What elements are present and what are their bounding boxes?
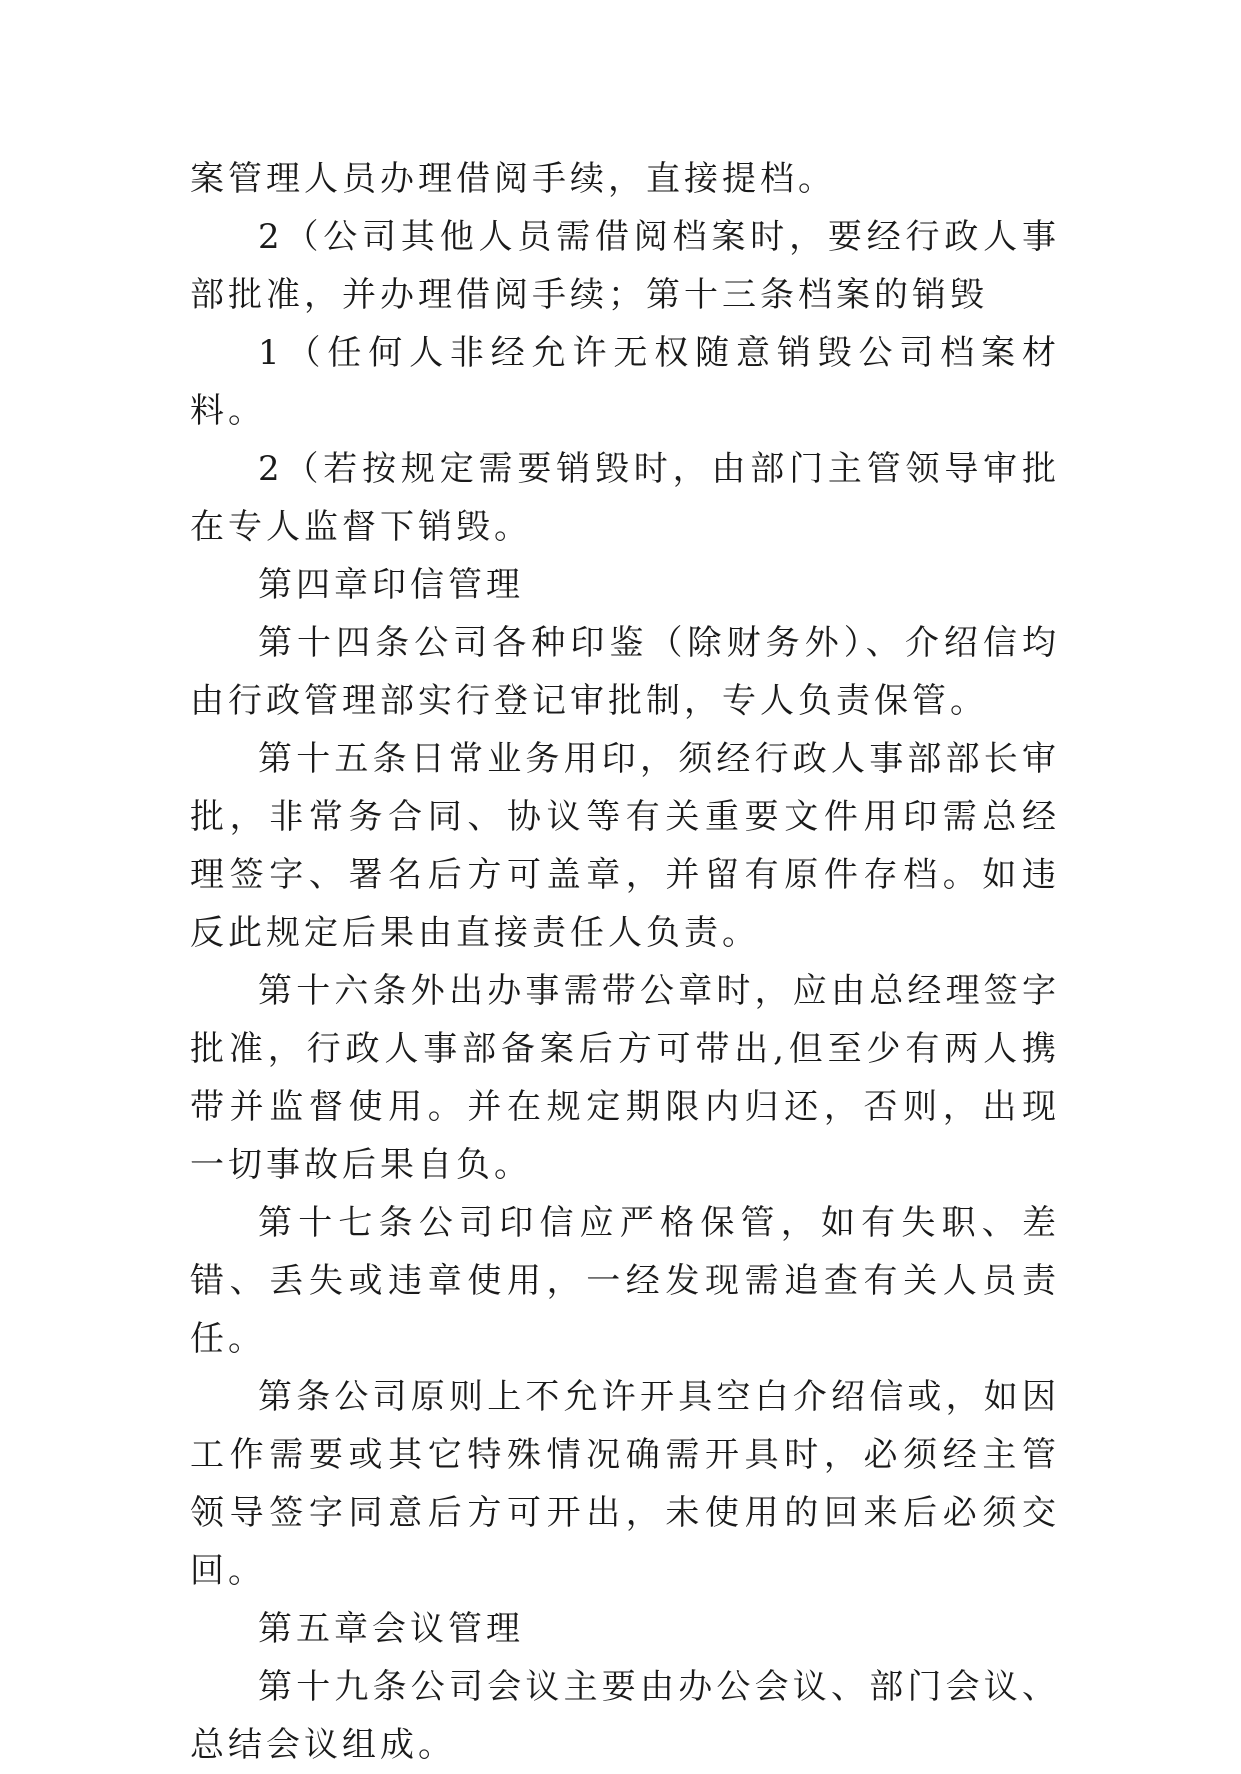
- paragraph: 第十六条外出办事需带公章时，应由总经理签字批准，行政人事部备案后方可带出,但至少有两人携带并监督使用。并在规定期限内归还，否则，出现一切事故后果自负。: [190, 971, 1060, 1185]
- paragraph: 第十七条公司印信应严格保管，如有失职、差错、丢失或违章使用，一经发现需追查有关人员责任。: [190, 1203, 1060, 1359]
- paragraph: 2（公司其他人员需借阅档案时，要经行政人事部批准，并办理借阅手续；第十三条档案的销毁: [190, 217, 1060, 315]
- paragraph: 第十五条日常业务用印，须经行政人事部部长审批，非常务合同、协议等有关重要文件用印需总经理签字、署名后方可盖章，并留有原件存档。如违反此规定后果由直接责任人负责。: [190, 739, 1060, 953]
- paragraph: 2（若按规定需要销毁时，由部门主管领导审批在专人监督下销毁。: [190, 449, 1060, 547]
- paragraph: 第十四条公司各种印鉴（除财务外）、介绍信均由行政管理部实行登记审批制，专人负责保管。: [190, 623, 1060, 721]
- paragraph: 1（任何人非经允许无权随意销毁公司档案材料。: [190, 333, 1060, 431]
- chapter-heading: 第五章会议管理: [258, 1609, 524, 1649]
- paragraph: 案管理人员办理借阅手续，直接提档。: [190, 159, 836, 199]
- document-body: [190, 150, 1060, 1774]
- paragraph: 第条公司原则上不允许开具空白介绍信或，如因工作需要或其它特殊情况确需开具时，必须经主管领导签字同意后方可开出，未使用的回来后必须交回。: [190, 1377, 1060, 1591]
- chapter-heading: 第四章印信管理: [258, 565, 524, 605]
- paragraph: 第十九条公司会议主要由办公会议、部门会议、总结会议组成。: [190, 1667, 1060, 1765]
